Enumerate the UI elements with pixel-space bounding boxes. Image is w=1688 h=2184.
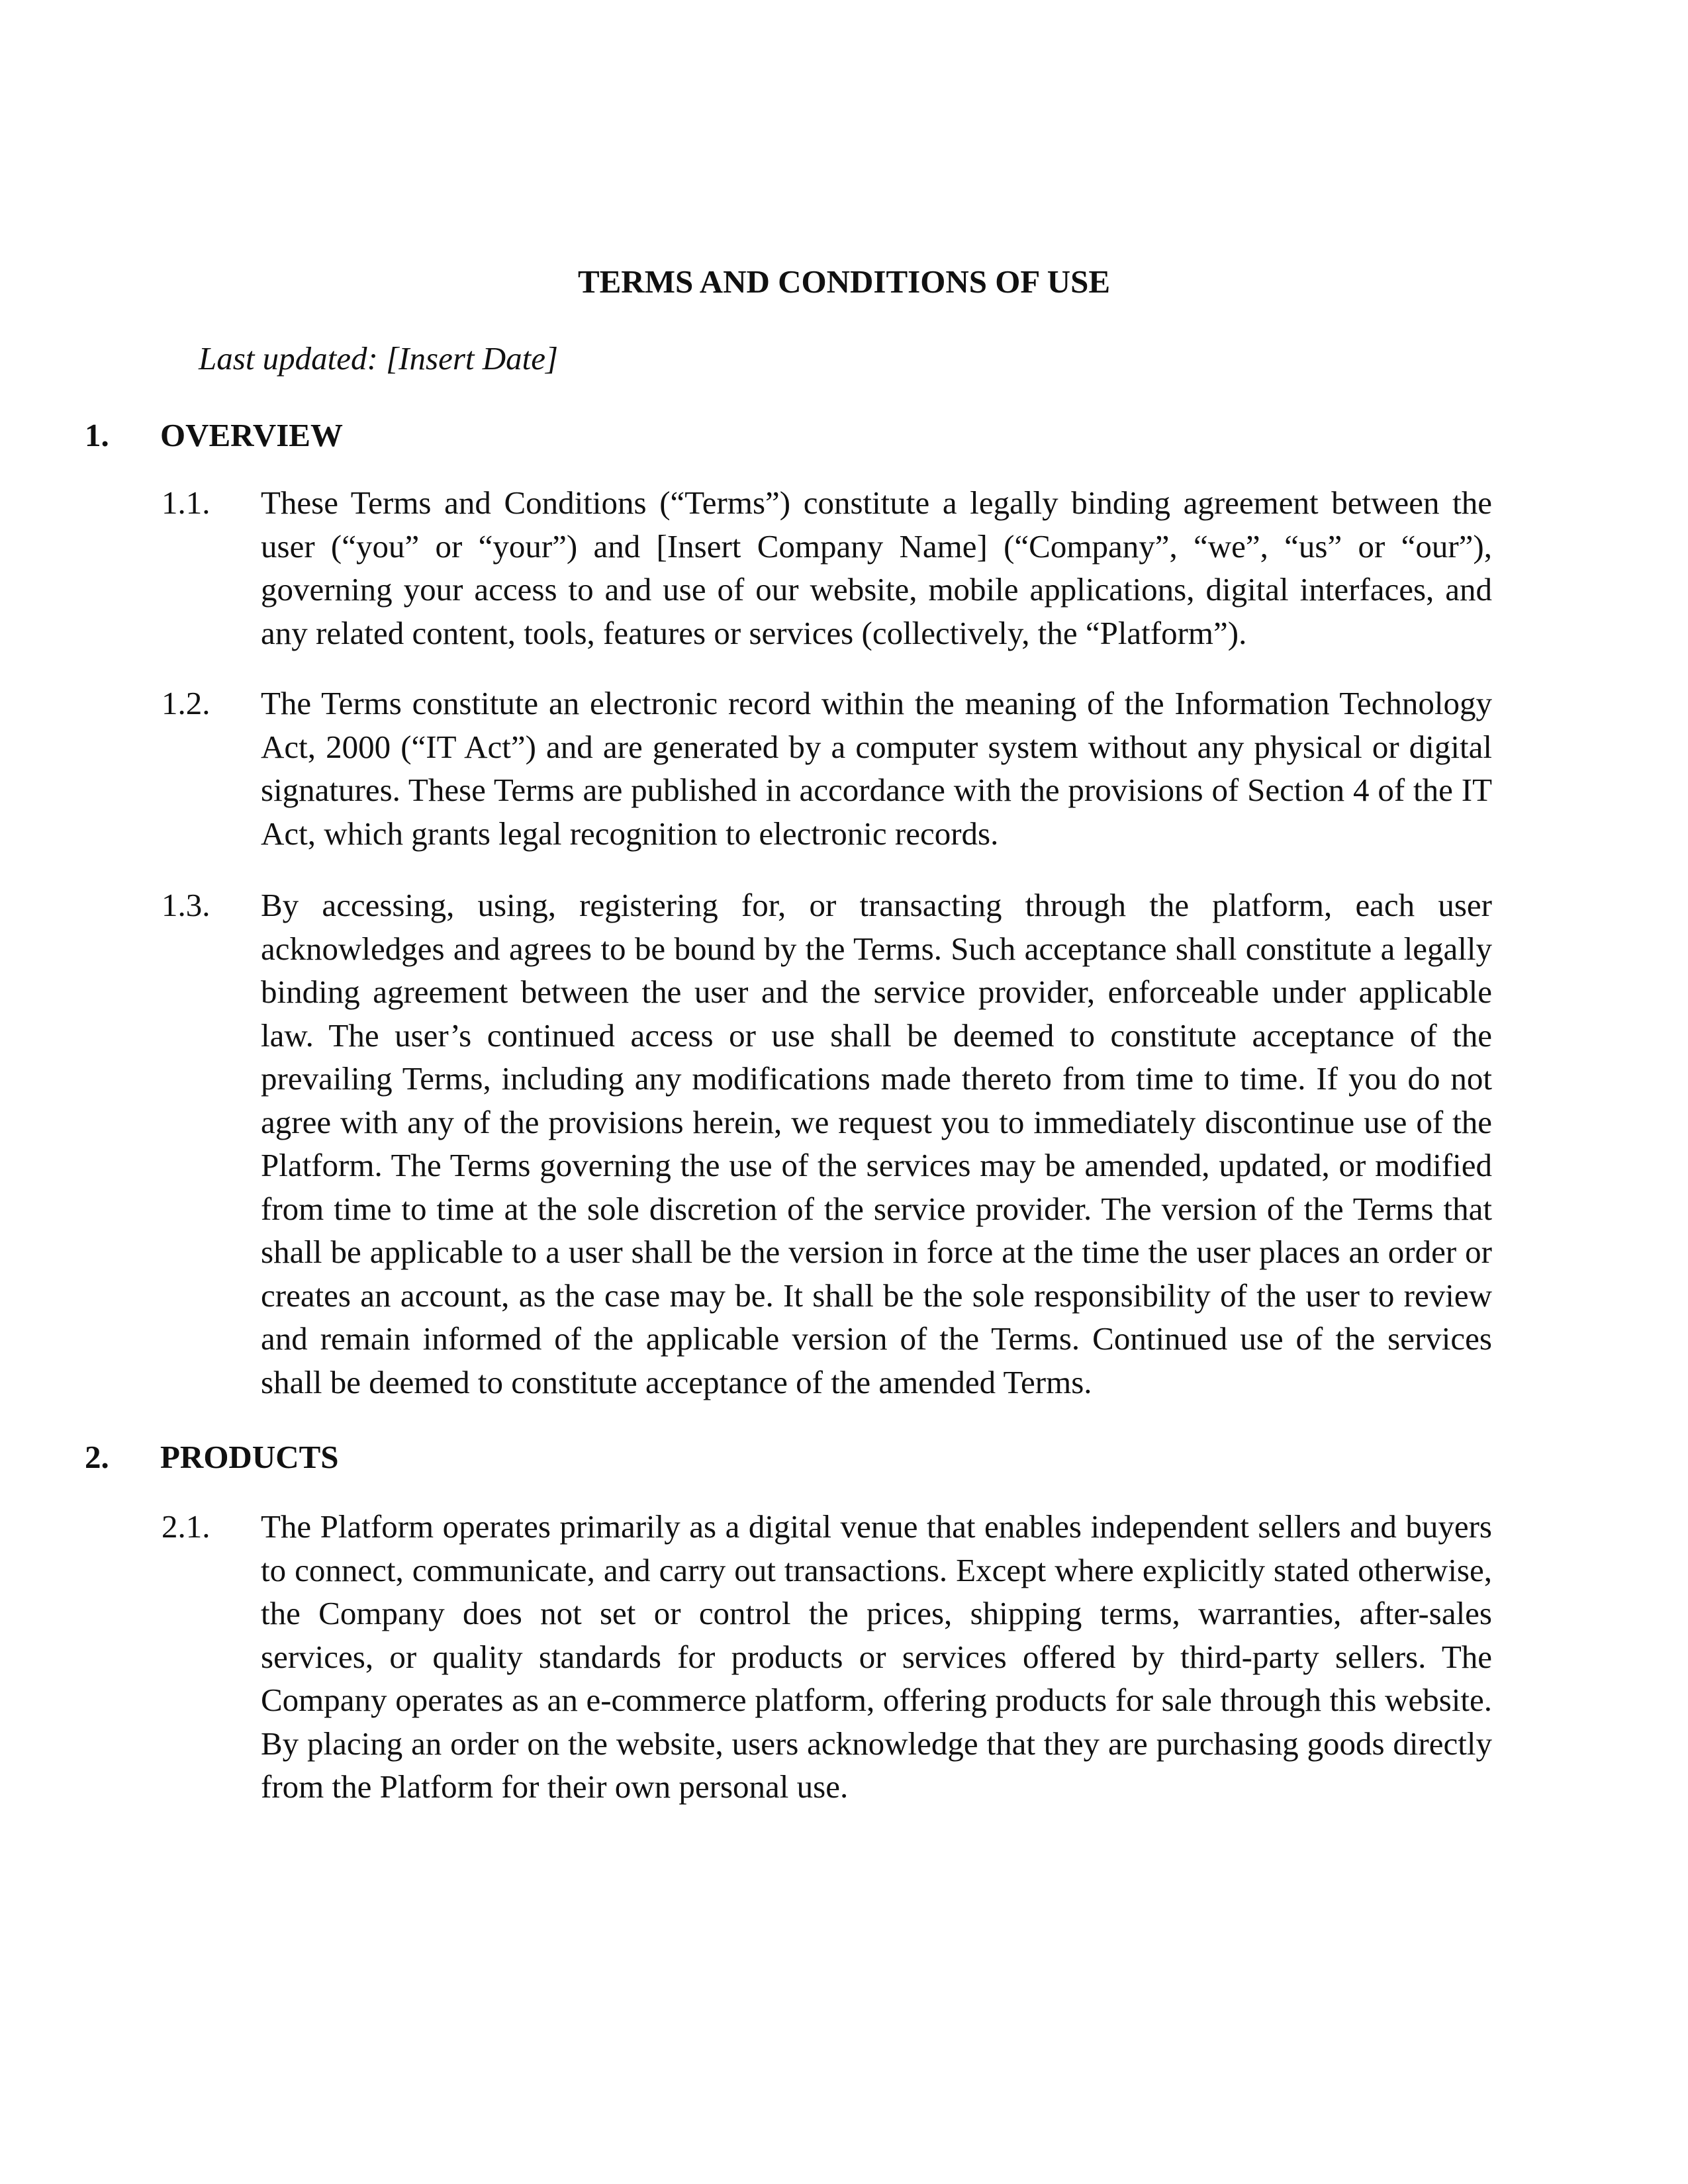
section-title: OVERVIEW bbox=[160, 417, 343, 453]
clause-number: 1.2. bbox=[162, 685, 211, 721]
clause-1-1 bbox=[162, 481, 1492, 655]
section-number: 2. bbox=[85, 1439, 109, 1475]
clause-text: The Terms constitute an electronic record within the meaning of the Information Technology Act, 2000 (“IT Act”) and are generated by a computer system without any physical or digital signatures. These Terms are published in accordance with the provisions of Section 4 of the IT Act, which grants legal recognition to electronic records. bbox=[261, 685, 1492, 852]
clause-2-1 bbox=[162, 1505, 1492, 1809]
clause-number: 1.1. bbox=[162, 484, 211, 521]
section-number: 1. bbox=[85, 417, 109, 453]
document-title: TERMS AND CONDITIONS OF USE bbox=[577, 263, 1111, 300]
section-heading-products bbox=[85, 1437, 339, 1477]
clause-text: The Platform operates primarily as a digital venue that enables independent sellers and buyers to connect, communicate, and carry out transactions. Except where explicitly stated otherwise, the Company does not set or control the prices, shipping terms, warranties, after-sales services, or quality standards for products or services offered by third-party sellers. The Company operates as an e-commerce platform, offering products for sale through this website. By placing an order on the website, users acknowledge that they are purchasing goods directly from the Platform for their own personal use. bbox=[261, 1508, 1492, 1805]
clause-1-3 bbox=[162, 884, 1492, 1404]
section-title: PRODUCTS bbox=[160, 1439, 339, 1475]
section-heading-overview bbox=[85, 416, 343, 455]
clause-number: 1.3. bbox=[162, 887, 211, 923]
last-updated-line: Last updated: [Insert Date] bbox=[199, 340, 559, 377]
clause-text: These Terms and Conditions (“Terms”) constitute a legally binding agreement between the user (“you” or “your”) and [Insert Company Name] (“Company”, “we”, “us” or “our”), governing your access to and use of our website, mobile applications, digital interfaces, and any related content, tools, features or services (collectively, the “Platform”). bbox=[261, 484, 1492, 651]
clause-number: 2.1. bbox=[162, 1508, 211, 1545]
clause-text: By accessing, using, registering for, or transacting through the platform, each user acknowledges and agrees to be bound by the Terms. Such acceptance shall constitute a legally binding agreement between the user and the service provider, enforceable under applicable law. The user’s continued access or use shall be deemed to constitute acceptance of the prevailing Terms, including any modifications made thereto from time to time. If you do not agree with any of the provisions herein, we request you to immediately discontinue use of the Platform. The Terms governing the use of the services may be amended, updated, or modified from time to time at the sole discretion of the service provider. The version of the Terms that shall be applicable to a user shall be the version in force at the time the user places an order or creates an account, as the case may be. It shall be the sole responsibility of the user to review and remain informed of the applicable version of the Terms. Continued use of the services shall be deemed to constitute acceptance of the amended Terms. bbox=[261, 887, 1492, 1400]
clause-1-2 bbox=[162, 682, 1492, 855]
